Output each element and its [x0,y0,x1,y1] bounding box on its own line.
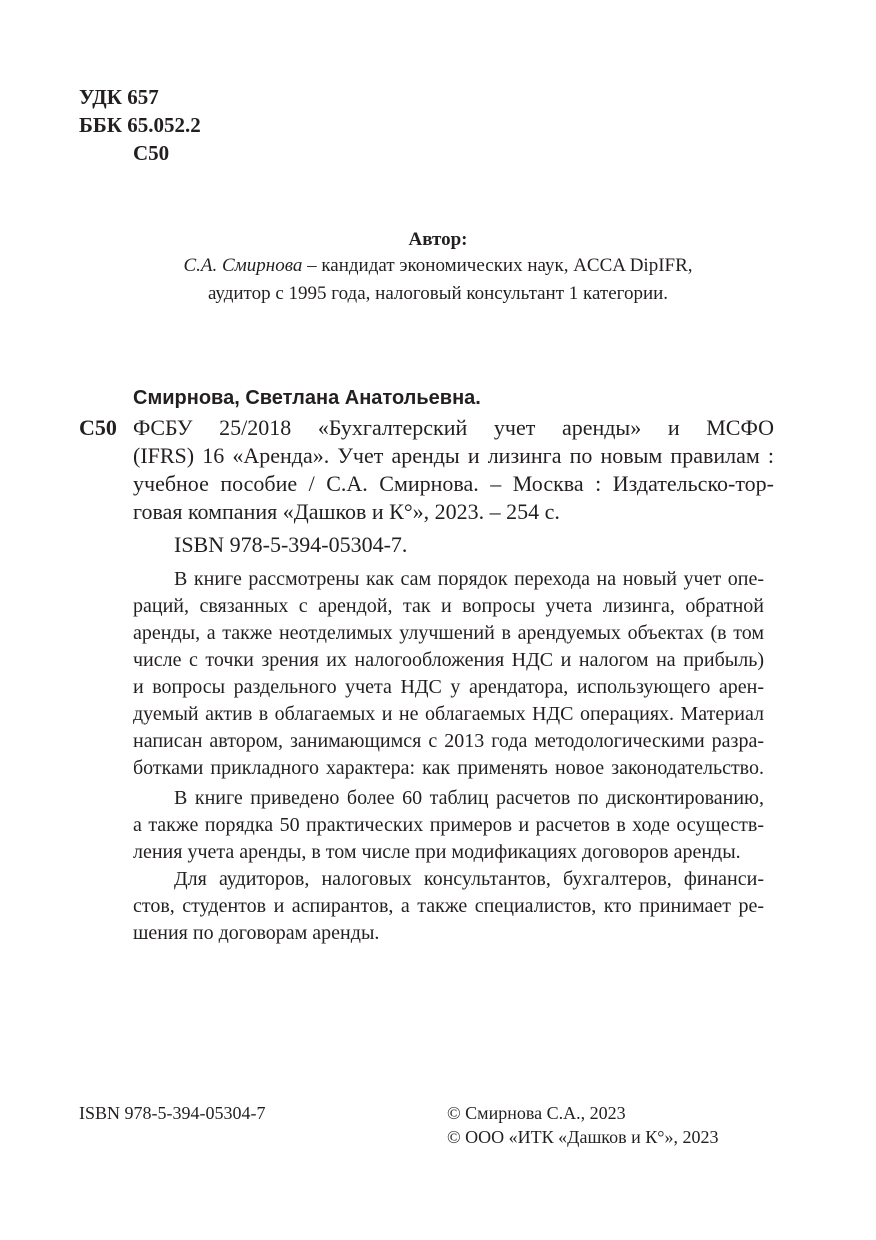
catalog-description-line: ФСБУ 25/2018 «Бухгалтерский учет аренды» и МСФО [133,415,774,440]
copyright-author: © Смирнова С.А., 2023 [447,1103,626,1123]
author-name: С.А. Смирнова [183,255,303,276]
annotation-line: аренды, а также неотделимых улучшений в арендуемых объектах (в том [133,622,764,644]
catalog-isbn: ISBN 978-5-394-05304-7. [174,532,408,557]
author-mark-code: С50 [133,141,170,165]
author-heading: Автор: [408,229,468,250]
author-credentials: – кандидат экономических наук, ACCA DipIFR, [302,255,693,276]
annotation-line: числе с точки зрения их налогообложения НДС и налогом на прибыль) [133,649,764,671]
annotation-line: В книге приведено более 60 таблиц расчетов по дисконтированию, [174,787,764,809]
annotation-line: Для аудиторов, налоговых консультантов, бухгалтеров, финанси- [174,868,764,890]
annotation-line: написан автором, занимающимся с 2013 года методологическими разра- [133,730,764,752]
footer-isbn: ISBN 978-5-394-05304-7 [79,1103,266,1123]
annotation-line: ления учета аренды, в том числе при модификациях договоров аренды. [133,841,741,863]
copyright-publisher: © ООО «ИТК «Дашков и К°», 2023 [447,1127,719,1147]
author-line-1 [0,252,876,280]
annotation-line: шения по договорам аренды. [133,922,380,944]
catalog-code: С50 [79,415,117,440]
annotation-line: раций, связанных с арендой, так и вопросы учета лизинга, обратной [133,595,764,617]
catalog-author-full: Смирнова, Светлана Анатольевна. [133,387,481,409]
annotation-line: стов, студентов и аспирантов, а также специалистов, кто принимает ре- [133,895,764,917]
catalog-description-line: (IFRS) 16 «Аренда». Учет аренды и лизинга по новым правилам : [133,443,774,468]
annotation-line: ботками прикладного характера: как применять новое законодательство. [133,757,764,779]
udk-code: УДК 657 [79,85,159,109]
annotation-line: В книге рассмотрены как сам порядок перехода на новый учет опе- [174,568,764,590]
annotation-line: и вопросы раздельного учета НДС у арендатора, использующего арен- [133,676,764,698]
author-line-2: аудитор с 1995 года, налоговый консультант 1 категории. [207,283,669,304]
annotation-line: а также порядка 50 практических примеров и расчетов в ходе осуществ- [133,814,764,836]
bbk-code: ББК 65.052.2 [79,113,201,137]
catalog-description-line: говая компания «Дашков и К°», 2023. – 254 с. [133,499,560,524]
annotation-line: дуемый актив в облагаемых и не облагаемых НДС операциях. Материал [133,703,764,725]
catalog-description-line: учебное пособие / С.А. Смирнова. – Москва : Издательско-тор- [133,471,774,496]
